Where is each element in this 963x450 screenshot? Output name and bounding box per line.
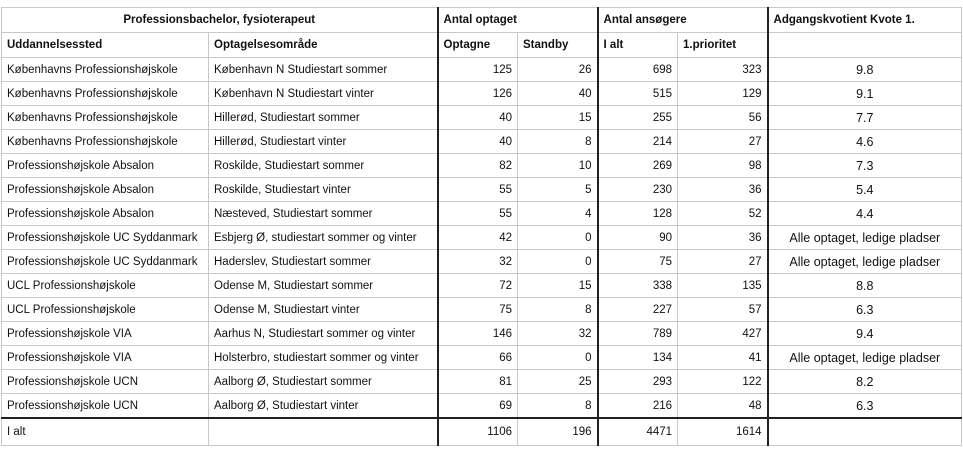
- cell-kvote: 6.3: [768, 394, 962, 419]
- cell-prioritet: 98: [678, 154, 768, 178]
- table-row: [2, 274, 962, 298]
- table-row: [2, 394, 962, 419]
- cell-i-alt: 255: [598, 106, 678, 130]
- col-header-optagelsesomraade: Optagelsesområde: [209, 33, 438, 58]
- total-label: I alt: [2, 418, 209, 446]
- cell-optagne: 81: [438, 370, 518, 394]
- cell-i-alt: 227: [598, 298, 678, 322]
- group-header-optaget: Antal optaget: [438, 8, 598, 33]
- table-row: [2, 250, 962, 274]
- cell-prioritet: 27: [678, 130, 768, 154]
- table-row: [2, 226, 962, 250]
- cell-i-alt: 293: [598, 370, 678, 394]
- cell-i-alt: 216: [598, 394, 678, 419]
- cell-i-alt: 789: [598, 322, 678, 346]
- cell-optagne: 32: [438, 250, 518, 274]
- group-header-ansogere: Antal ansøgere: [598, 8, 768, 33]
- cell-kvote: Alle optaget, ledige pladser: [768, 250, 962, 274]
- cell-kvote: 8.2: [768, 370, 962, 394]
- cell-prioritet: 122: [678, 370, 768, 394]
- cell-kvote: 4.4: [768, 202, 962, 226]
- cell-uddannelsessted: Professionshøjskole Absalon: [2, 154, 209, 178]
- cell-optagne: 72: [438, 274, 518, 298]
- cell-prioritet: 41: [678, 346, 768, 370]
- cell-standby: 0: [518, 250, 598, 274]
- cell-optagelsesomraade: Roskilde, Studiestart sommer: [209, 154, 438, 178]
- cell-kvote: Alle optaget, ledige pladser: [768, 346, 962, 370]
- cell-uddannelsessted: Københavns Professionshøjskole: [2, 106, 209, 130]
- cell-uddannelsessted: Professionshøjskole UC Syddanmark: [2, 226, 209, 250]
- table-title: Professionsbachelor, fysioterapeut: [2, 8, 438, 33]
- cell-optagne: 146: [438, 322, 518, 346]
- cell-optagne: 42: [438, 226, 518, 250]
- cell-kvote: 8.8: [768, 274, 962, 298]
- cell-kvote: Alle optaget, ledige pladser: [768, 226, 962, 250]
- cell-kvote: 9.8: [768, 58, 962, 82]
- col-header-i-alt: I alt: [598, 33, 678, 58]
- table-row: [2, 130, 962, 154]
- spreadsheet-table-container: [1, 7, 961, 448]
- cell-i-alt: 90: [598, 226, 678, 250]
- col-header-kvote: [768, 33, 962, 58]
- cell-prioritet: 135: [678, 274, 768, 298]
- cell-i-alt: 338: [598, 274, 678, 298]
- col-header-prioritet: 1.prioritet: [678, 33, 768, 58]
- total-row: [2, 418, 962, 446]
- cell-i-alt: 214: [598, 130, 678, 154]
- table-row: [2, 178, 962, 202]
- cell-optagne: 40: [438, 130, 518, 154]
- cell-prioritet: 427: [678, 322, 768, 346]
- cell-uddannelsessted: Professionshøjskole UC Syddanmark: [2, 250, 209, 274]
- cell-kvote: 4.6: [768, 130, 962, 154]
- cell-prioritet: 27: [678, 250, 768, 274]
- total-standby: 196: [518, 418, 598, 446]
- cell-uddannelsessted: Københavns Professionshøjskole: [2, 82, 209, 106]
- table-row: [2, 106, 962, 130]
- cell-i-alt: 230: [598, 178, 678, 202]
- cell-optagelsesomraade: Roskilde, Studiestart vinter: [209, 178, 438, 202]
- cell-standby: 4: [518, 202, 598, 226]
- cell-optagelsesomraade: København N Studiestart sommer: [209, 58, 438, 82]
- cell-kvote: 5.4: [768, 178, 962, 202]
- cell-optagelsesomraade: Holsterbro, studiestart sommer og vinter: [209, 346, 438, 370]
- cell-standby: 0: [518, 346, 598, 370]
- cell-i-alt: 134: [598, 346, 678, 370]
- cell-uddannelsessted: Professionshøjskole Absalon: [2, 202, 209, 226]
- table-row: [2, 58, 962, 82]
- cell-i-alt: 698: [598, 58, 678, 82]
- total-kvote-empty: [768, 418, 962, 446]
- cell-i-alt: 75: [598, 250, 678, 274]
- cell-standby: 8: [518, 394, 598, 419]
- cell-i-alt: 515: [598, 82, 678, 106]
- cell-standby: 15: [518, 274, 598, 298]
- cell-uddannelsessted: Københavns Professionshøjskole: [2, 130, 209, 154]
- cell-standby: 8: [518, 298, 598, 322]
- header-row-groups: [2, 8, 962, 33]
- table-row: [2, 322, 962, 346]
- cell-optagne: 66: [438, 346, 518, 370]
- cell-standby: 40: [518, 82, 598, 106]
- cell-prioritet: 57: [678, 298, 768, 322]
- cell-uddannelsessted: UCL Professionshøjskole: [2, 274, 209, 298]
- total-empty: [209, 418, 438, 446]
- cell-optagne: 69: [438, 394, 518, 419]
- cell-i-alt: 269: [598, 154, 678, 178]
- cell-optagne: 40: [438, 106, 518, 130]
- cell-standby: 8: [518, 130, 598, 154]
- cell-optagelsesomraade: Odense M, Studiestart sommer: [209, 274, 438, 298]
- cell-standby: 25: [518, 370, 598, 394]
- cell-i-alt: 128: [598, 202, 678, 226]
- table-row: [2, 202, 962, 226]
- cell-optagne: 75: [438, 298, 518, 322]
- table-row: [2, 82, 962, 106]
- cell-uddannelsessted: Københavns Professionshøjskole: [2, 58, 209, 82]
- cell-optagelsesomraade: Aarhus N, Studiestart sommer og vinter: [209, 322, 438, 346]
- cell-standby: 15: [518, 106, 598, 130]
- cell-uddannelsessted: Professionshøjskole Absalon: [2, 178, 209, 202]
- col-header-optagne: Optagne: [438, 33, 518, 58]
- admissions-table: [1, 7, 962, 446]
- cell-prioritet: 36: [678, 226, 768, 250]
- table-row: [2, 370, 962, 394]
- cell-standby: 5: [518, 178, 598, 202]
- cell-optagelsesomraade: Næsteved, Studiestart sommer: [209, 202, 438, 226]
- cell-kvote: 9.4: [768, 322, 962, 346]
- cell-optagelsesomraade: Aalborg Ø, Studiestart vinter: [209, 394, 438, 419]
- total-prioritet: 1614: [678, 418, 768, 446]
- group-header-kvotient: Adgangskvotient Kvote 1.: [768, 8, 962, 33]
- col-header-standby: Standby: [518, 33, 598, 58]
- total-optagne: 1106: [438, 418, 518, 446]
- cell-prioritet: 36: [678, 178, 768, 202]
- table-row: [2, 346, 962, 370]
- cell-kvote: 9.1: [768, 82, 962, 106]
- cell-prioritet: 56: [678, 106, 768, 130]
- cell-uddannelsessted: UCL Professionshøjskole: [2, 298, 209, 322]
- cell-prioritet: 323: [678, 58, 768, 82]
- cell-kvote: 6.3: [768, 298, 962, 322]
- cell-prioritet: 48: [678, 394, 768, 419]
- cell-kvote: 7.3: [768, 154, 962, 178]
- cell-optagelsesomraade: Hillerød, Studiestart vinter: [209, 130, 438, 154]
- cell-standby: 26: [518, 58, 598, 82]
- cell-optagne: 126: [438, 82, 518, 106]
- cell-optagne: 82: [438, 154, 518, 178]
- cell-optagne: 55: [438, 202, 518, 226]
- table-row: [2, 298, 962, 322]
- cell-optagelsesomraade: Esbjerg Ø, studiestart sommer og vinter: [209, 226, 438, 250]
- total-i-alt: 4471: [598, 418, 678, 446]
- cell-optagne: 125: [438, 58, 518, 82]
- header-row-columns: [2, 33, 962, 58]
- cell-standby: 0: [518, 226, 598, 250]
- cell-uddannelsessted: Professionshøjskole VIA: [2, 346, 209, 370]
- cell-optagelsesomraade: København N Studiestart vinter: [209, 82, 438, 106]
- col-header-uddannelsessted: Uddannelsessted: [2, 33, 209, 58]
- cell-prioritet: 52: [678, 202, 768, 226]
- cell-uddannelsessted: Professionshøjskole UCN: [2, 370, 209, 394]
- cell-standby: 10: [518, 154, 598, 178]
- cell-uddannelsessted: Professionshøjskole UCN: [2, 394, 209, 419]
- cell-optagelsesomraade: Haderslev, Studiestart sommer: [209, 250, 438, 274]
- cell-optagelsesomraade: Aalborg Ø, Studiestart sommer: [209, 370, 438, 394]
- table-row: [2, 154, 962, 178]
- cell-standby: 32: [518, 322, 598, 346]
- cell-kvote: 7.7: [768, 106, 962, 130]
- cell-optagelsesomraade: Odense M, Studiestart vinter: [209, 298, 438, 322]
- cell-optagne: 55: [438, 178, 518, 202]
- cell-optagelsesomraade: Hillerød, Studiestart sommer: [209, 106, 438, 130]
- cell-uddannelsessted: Professionshøjskole VIA: [2, 322, 209, 346]
- cell-prioritet: 129: [678, 82, 768, 106]
